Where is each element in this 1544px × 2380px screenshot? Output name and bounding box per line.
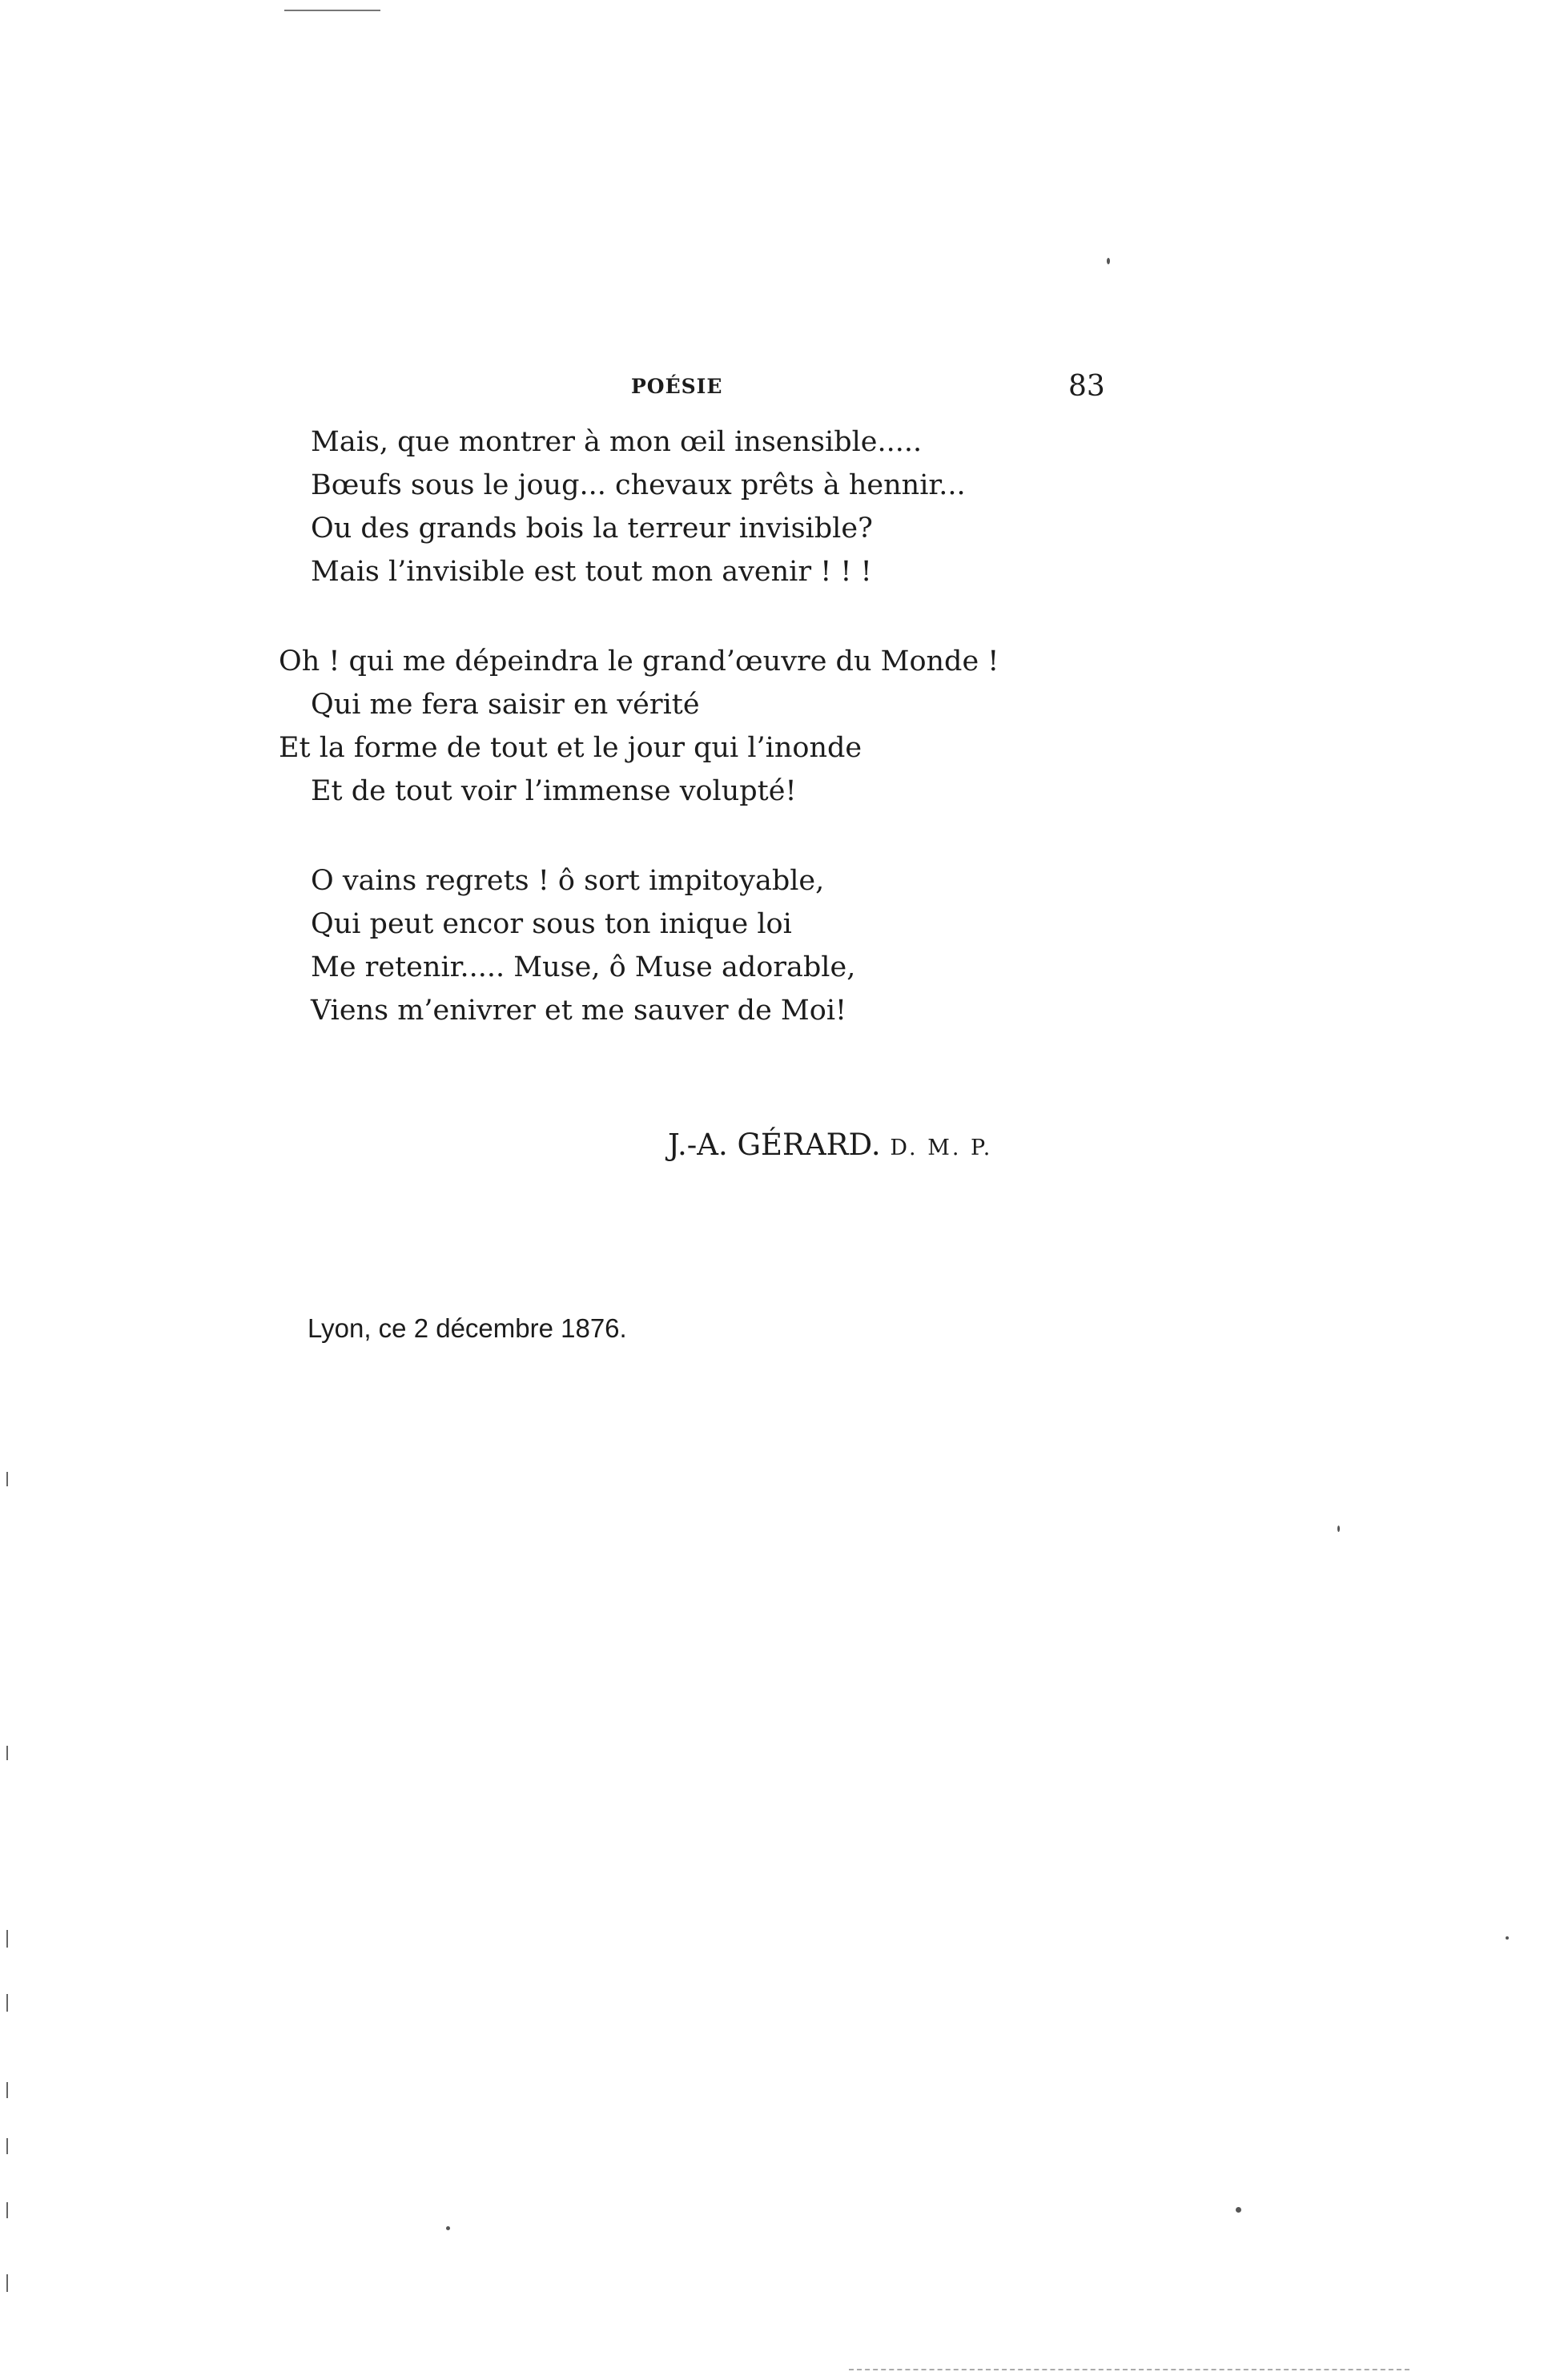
scan-artifact-rule <box>284 10 380 11</box>
author-name: J.-A. GÉRARD. <box>668 1128 881 1162</box>
running-head <box>0 370 1544 410</box>
scan-speck <box>446 2226 450 2230</box>
scan-edge-mark <box>6 1746 8 1760</box>
poem-line: Et de tout voir l’immense volupté! <box>311 775 797 807</box>
scan-speck <box>1337 1526 1340 1532</box>
signature <box>668 1128 992 1162</box>
scan-artifact-rule <box>849 2369 1409 2370</box>
scan-speck <box>1107 258 1110 264</box>
running-head-title: POÉSIE <box>631 375 723 398</box>
poem-line: Mais l’invisible est tout mon avenir ! ! ! <box>311 556 872 588</box>
scan-edge-mark <box>6 1472 8 1486</box>
poem-line: Ou des grands bois la terreur invisible? <box>311 513 873 545</box>
poem <box>279 420 1080 1079</box>
poem-line: Oh ! qui me dépeindra le grand’œuvre du Monde ! <box>279 645 999 677</box>
poem-line: Me retenir..... Muse, ô Muse adorable, <box>311 951 856 983</box>
scan-edge-mark <box>6 1994 8 2012</box>
poem-line: Qui me fera saisir en vérité <box>311 689 700 721</box>
poem-line: Qui peut encor sous ton inique loi <box>311 908 792 940</box>
stanza-3 <box>279 859 1080 1032</box>
poem-line: Mais, que montrer à mon œil insensible..... <box>311 426 923 458</box>
scan-speck <box>1506 1936 1509 1940</box>
scan-edge-mark <box>6 1930 8 1948</box>
poem-line: Bœufs sous le joug... chevaux prêts à hennir... <box>311 469 966 501</box>
scan-edge-mark <box>6 2138 8 2154</box>
poem-line: Viens m’enivrer et me sauver de Moi! <box>311 995 847 1027</box>
scan-edge-mark <box>6 2082 8 2098</box>
author-credentials: D. M. P. <box>890 1136 993 1160</box>
stanza-2 <box>279 640 1080 813</box>
scan-speck <box>1236 2207 1241 2213</box>
poem-line: O vains regrets ! ô sort impitoyable, <box>311 865 825 897</box>
scan-edge-mark <box>6 2274 8 2292</box>
stanza-1 <box>279 420 1080 593</box>
poem-line: Et la forme de tout et le jour qui l’inonde <box>279 732 862 764</box>
scan-edge-mark <box>6 2202 8 2218</box>
dateline: Lyon, ce 2 décembre 1876. <box>308 1313 627 1343</box>
page-number: 83 <box>1068 370 1105 403</box>
